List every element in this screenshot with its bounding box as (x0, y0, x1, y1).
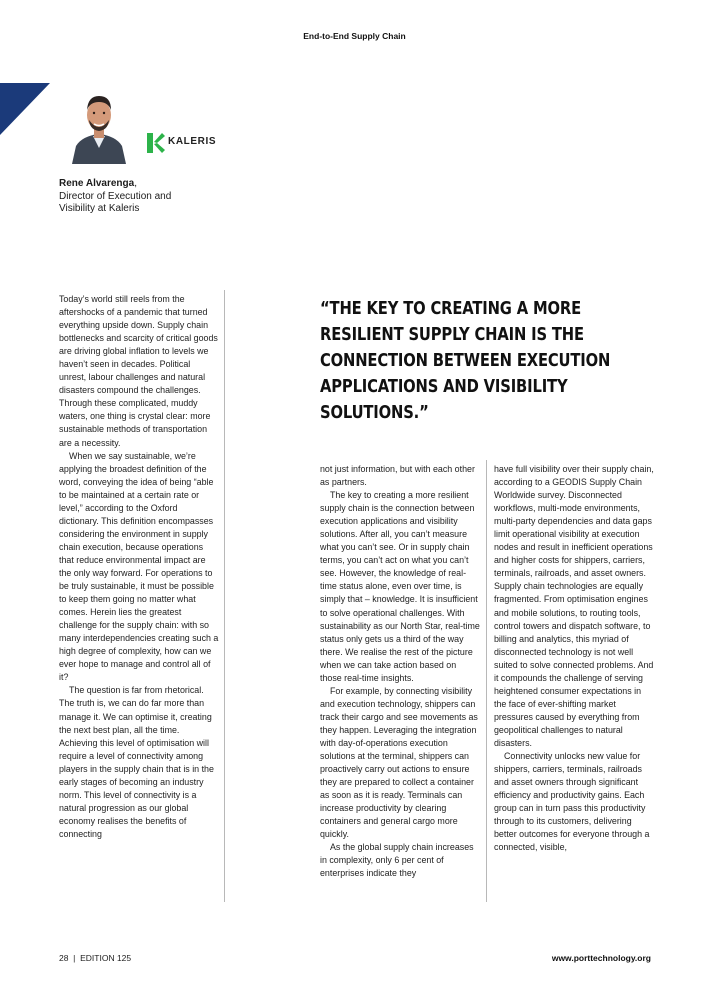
pull-quote: “THE KEY TO CREATING A MORE RESILIENT SUPPLY CHAIN IS THE CONNECTION BETWEEN EXECUTION APPLICATIONS AND VISIBILITY SOLUTIONS.” (320, 298, 611, 423)
paragraph: As the global supply chain increases in complexity, only 6 per cent of enterprises indicate they (320, 842, 474, 879)
author-name: Rene Alvarenga (59, 178, 135, 189)
paragraph: Today’s world still reels from the aftershocks of a pandemic that turned everything upside down. Supply chain bottlenecks and scarcity of critical goods are driving global inflation to levels we haven’t seen in decades. Political unrest, labour challenges and natural disasters compound the challenges. Through these complicated, muddy waters, one thing is crystal clear: more sustainable methods of transportation are a necessity. (59, 294, 218, 448)
kaleris-logo-text: KALERIS (168, 136, 217, 147)
website-link[interactable]: www.porttechnology.org (551, 953, 651, 963)
author-portrait (68, 84, 130, 164)
kaleris-k-icon (147, 133, 165, 153)
paragraph: The question is far from rhetorical. The truth is, we can do far more than manage it. We can optimise it, creating the next best plan, all the time. Achieving this level of optimisation will require a level of connectivity among players in the supply chain that is in the early stages of becoming an industry norm. This level of connectivity is a natural progression as our global economy realises the benefits of connecting (59, 685, 214, 839)
column-divider (486, 460, 487, 902)
paragraph: The key to creating a more resilient supply chain is the connection between execution applications and visibility solutions. After all, you can’t measure what you can’t see. Or in supply chain terms, you can’t act on what you can’t see. However, the knowledge of real-time status alone, even over time, is simply that – knowledge. It is insufficient to solve operational challenges. With sustainability as our North Star, real-time status only gets us a third of the way there. We realise the rest of the picture when we can take action based on those real-time insights. (320, 490, 480, 683)
author-block (59, 178, 229, 216)
paragraph: have full visibility over their supply chain, according to a GEODIS Supply Chain Worldwide survey. Disconnected workflows, multi-mode environments, multi-party dependencies and data gaps limit operational visibility at execution nodes and result in inefficient operations and higher costs for shippers, carriers, terminals, railroads, and asset owners. Supply chain technologies are equally fragmented. From optimisation engines and mobile solutions, to routing tools, control towers and dispatch software, to billing and analytics, this myriad of disconnected technology is not well suited to solve connected problems. And it compounds the challenge of serving heightened consumer expectations in the face of ever-shifting market pressures caused by everything from geopolitical challenges to natural disasters. (494, 464, 654, 748)
column-divider (224, 290, 225, 902)
paragraph: Connectivity unlocks new value for shippers, carriers, terminals, railroads and asset owners through significant efficiency and productivity gains. Each group can in turn pass this productivity through to its customers, delivering better outcomes for everyone through a connected, visible, (494, 751, 650, 853)
author-title-line1: Director of Execution and (59, 190, 172, 202)
paragraph: For example, by connecting visibility and execution technology, shippers can track their cargo and see movements as they happen. Leveraging the integration with day-of-operations execution solutions at the terminal, shippers can proactively carry out actions to ensure they are prepared to collect a container as soon as it is ready. Terminals can increase productivity by clearing containers and general cargo more quickly. (320, 685, 478, 840)
corner-accent-triangle (0, 83, 50, 135)
running-header: End-to-End Supply Chain (303, 31, 406, 41)
author-name-comma: , (134, 178, 137, 189)
article-column-1 (59, 293, 219, 841)
page-number-edition: 28 | EDITION 125 (59, 953, 132, 963)
article-column-2 (320, 463, 480, 881)
article-column-3 (494, 463, 654, 854)
paragraph: not just information, but with each other as partners. (320, 464, 475, 488)
author-title-line2: Visibility at Kaleris (59, 203, 140, 214)
paragraph: When we say sustainable, we’re applying the broadest definition of the word, conveying the idea of being “able to be maintained at a certain rate or level,” according to the Oxford dictionary. This definition encompasses considering the environment in supply chain execution, because operations that reduce environmental impact are the only way forward. For operations to be truly sustainable, it must be possible to keep them going no matter what comes. Herein lies the greatest challenge for the supply chain: with so many interdependencies creating such a high degree of complexity, how can we ever hope to manage and control all of it? (59, 450, 219, 683)
